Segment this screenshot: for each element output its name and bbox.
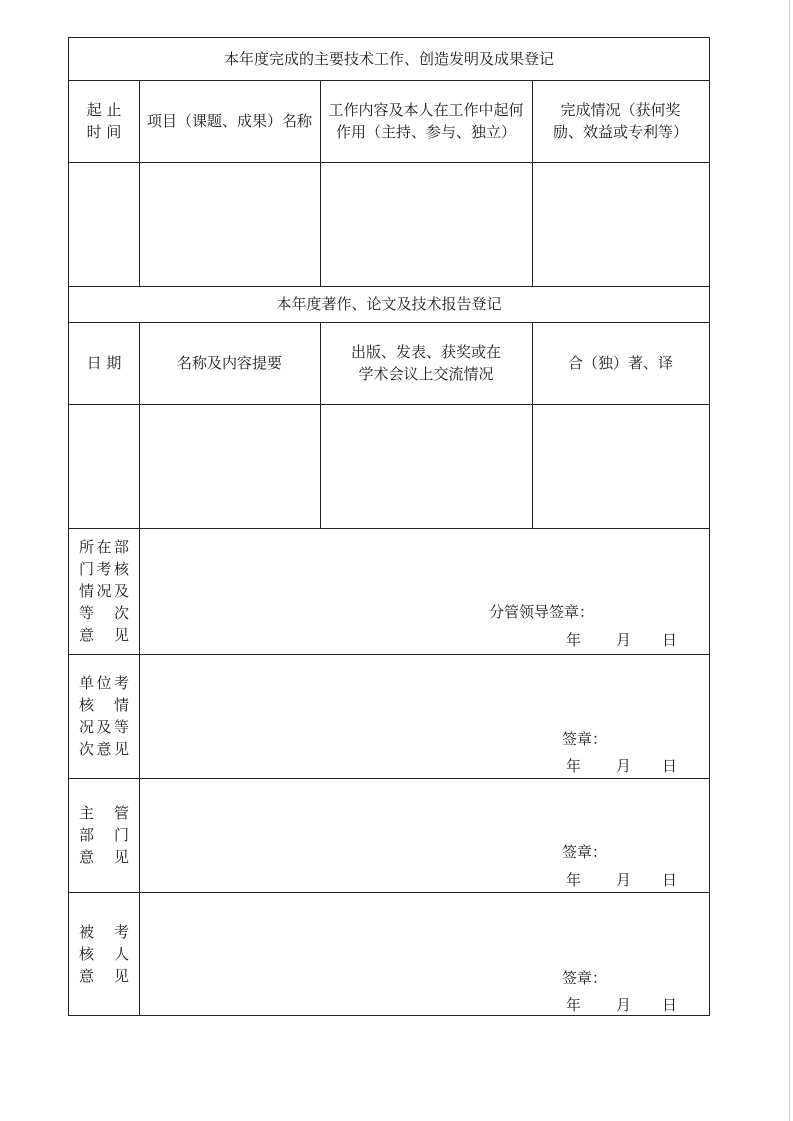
section1-entry-content[interactable] — [320, 162, 532, 286]
header-completion-line2: 励、效益或专利等） — [552, 123, 688, 141]
registration-form — [68, 37, 710, 1016]
dept-date-day: 日 — [662, 631, 678, 649]
unit-label-line1: 单 位 考 — [79, 674, 129, 692]
authority-date-day: 日 — [662, 871, 678, 889]
header-content-line1: 工作内容及本人在工作中起何 — [328, 101, 524, 119]
section1-title: 本年度完成的主要技术工作、创造发明及成果登记 — [223, 50, 554, 68]
dept-sign-label: 分管领导签章： — [489, 603, 595, 621]
section1-entry-project[interactable] — [139, 162, 320, 286]
authority-opinion-label — [69, 778, 139, 892]
examinee-date-year: 年 — [566, 996, 582, 1014]
examinee-label-line2: 核 人 — [79, 945, 129, 963]
authority-label-line2: 部 门 — [79, 826, 129, 844]
header-content-line2: 作用（主持、参与、独立） — [335, 123, 516, 141]
dept-label-line5: 意 见 — [79, 626, 129, 644]
header-period-line2: 时 间 — [86, 123, 122, 141]
header-publish-line1: 出版、发表、获奖或在 — [350, 343, 501, 361]
authority-date-month: 月 — [616, 871, 632, 889]
dept-date-month: 月 — [616, 631, 632, 649]
authority-label-line1: 主 管 — [79, 804, 129, 822]
section2-entry-date[interactable] — [69, 404, 139, 528]
examinee-label-line1: 被 考 — [79, 923, 129, 941]
header-name: 名称及内容提要 — [176, 354, 282, 372]
dept-label-line1: 所 在 部 — [79, 538, 129, 556]
authority-sign-label: 签章： — [562, 843, 608, 861]
dept-label-line3: 情 况 及 — [79, 582, 129, 600]
authority-date-year: 年 — [566, 871, 582, 889]
unit-label-line4: 次 意 见 — [79, 740, 129, 758]
authority-label-line3: 意 见 — [79, 848, 129, 866]
header-content — [320, 80, 532, 162]
header-completion — [532, 80, 709, 162]
scan-edge-line — [789, 0, 790, 1121]
header-completion-line1: 完成情况（获何奖 — [560, 101, 681, 119]
examinee-date-month: 月 — [616, 996, 632, 1014]
header-publish-line2: 学术会议上交流情况 — [358, 365, 494, 383]
header-period-line1: 起 止 — [86, 101, 122, 119]
dept-label-line2: 门 考 核 — [79, 560, 129, 578]
unit-label-line2: 核 情 — [79, 696, 129, 714]
section2-entry-author[interactable] — [532, 404, 709, 528]
section2-title: 本年度著作、论文及技术报告登记 — [276, 295, 502, 313]
header-project: 项目（课题、成果）名称 — [146, 112, 312, 130]
unit-opinion-label — [69, 654, 139, 778]
examinee-label-line3: 意 见 — [79, 967, 129, 985]
header-period — [69, 80, 139, 162]
header-publish — [320, 322, 532, 404]
section2-entry-publish[interactable] — [320, 404, 532, 528]
unit-sign-label: 签章： — [562, 730, 608, 748]
section1-entry-completion[interactable] — [532, 162, 709, 286]
examinee-sign-label: 签章： — [562, 969, 608, 987]
unit-label-line3: 况 及 等 — [79, 718, 129, 736]
header-date: 日 期 — [86, 354, 122, 372]
examinee-opinion-label — [69, 892, 139, 1016]
unit-date-day: 日 — [662, 757, 678, 775]
header-author: 合（独）著、译 — [567, 354, 673, 372]
unit-date-month: 月 — [616, 757, 632, 775]
section2-entry-name[interactable] — [139, 404, 320, 528]
examinee-date-day: 日 — [662, 996, 678, 1014]
dept-label-line4: 等 次 — [79, 604, 129, 622]
dept-date-year: 年 — [566, 631, 582, 649]
dept-opinion-label — [69, 528, 139, 654]
unit-date-year: 年 — [566, 757, 582, 775]
section1-entry-period[interactable] — [69, 162, 139, 286]
